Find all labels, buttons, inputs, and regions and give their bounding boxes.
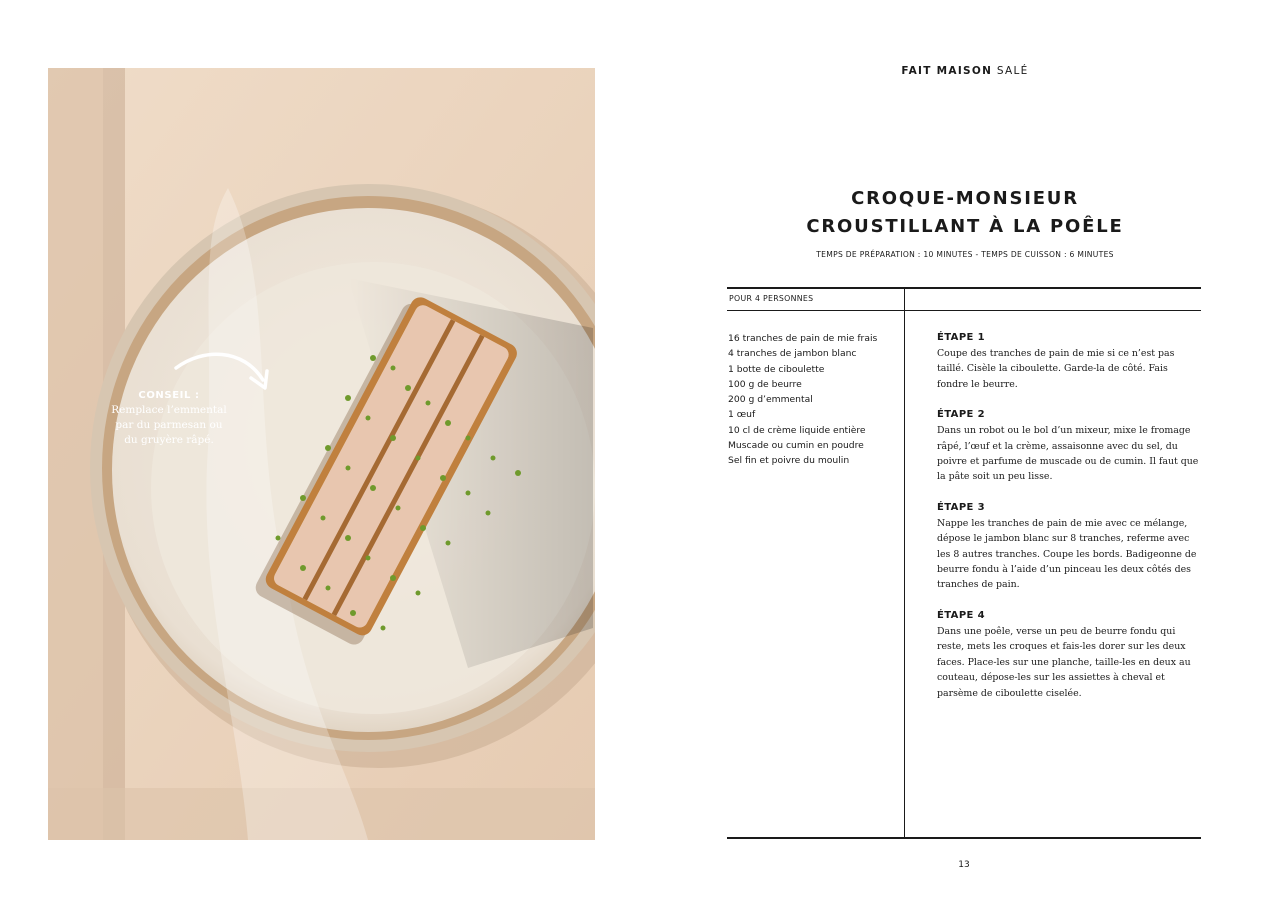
step-1	[937, 329, 1199, 392]
step-title: ÉTAPE 3	[937, 501, 986, 513]
servings-label: POUR 4 PERSONNES	[729, 294, 814, 303]
running-head-subsection: SALÉ	[996, 65, 1029, 77]
ingredient-item: 10 cl de crème liquide entière	[728, 424, 866, 436]
tip-caption	[108, 388, 230, 448]
step-text: Nappe les tranches de pain de mie avec ce mélange, dépose le jambon blanc sur 8 tranches, referme avec les 8 autres tranches. Coupe les bords. Badigeonne de beurre fondu à l’aide d’un pinceau les deux côtés des tranches de pain.	[937, 517, 1197, 591]
step-text: Coupe des tranches de pain de mie si ce n’est pas taillé. Cisèle la ciboulette. Garde-la de côté. Fais fondre le beurre.	[937, 348, 1175, 390]
tip-text: Remplace l’emmental par du parmesan ou du gruyère râpé.	[111, 404, 227, 446]
step-text: Dans un robot ou le bol d’un mixeur, mixe le fromage râpé, l’œuf et la crème, assaisonne avec du sel, du poivre et parfume de muscade ou de cumin. Il faut que la pâte soit un peu lisse.	[937, 425, 1199, 483]
step-title: ÉTAPE 4	[937, 609, 986, 621]
recipe-title-line1: CROQUE-MONSIEUR	[851, 188, 1079, 209]
recipe-title-line2: CROUSTILLANT À LA POÊLE	[806, 216, 1124, 237]
table-header-rule	[727, 310, 1201, 311]
recipe-times: TEMPS DE PRÉPARATION : 10 MINUTES - TEMPS DE CUISSON : 6 MINUTES	[816, 250, 1114, 259]
step-title: ÉTAPE 2	[937, 409, 986, 421]
recipe-title	[760, 185, 1170, 241]
running-head-section: FAIT MAISON	[901, 65, 993, 77]
ingredient-item: 100 g de beurre	[728, 378, 802, 390]
table-bottom-rule	[727, 837, 1201, 839]
ingredient-item: 1 œuf	[728, 409, 756, 421]
ingredient-item: Sel fin et poivre du moulin	[728, 455, 850, 467]
step-text: Dans une poêle, verse un peu de beurre fondu qui reste, mets les croques et fais-les dorer sur les deux faces. Place-les sur une planche, taille-les en deux au couteau, dépose-les sur les assiettes à cheval et parsème de ciboulette ciselée.	[937, 625, 1191, 699]
step-2	[937, 406, 1199, 485]
step-4	[937, 607, 1199, 701]
ingredient-item: 200 g d’emmental	[728, 394, 813, 406]
step-3	[937, 499, 1199, 593]
food-photo	[48, 68, 595, 840]
ingredient-item: 1 botte de ciboulette	[728, 363, 825, 375]
ingredient-item: Muscade ou cumin en poudre	[728, 440, 864, 452]
ingredient-item: 4 tranches de jambon blanc	[728, 348, 857, 360]
page-number: 13	[958, 860, 970, 870]
recipe-steps	[937, 329, 1199, 715]
running-head	[880, 65, 1050, 77]
ingredient-item: 16 tranches de pain de mie frais	[728, 333, 878, 344]
column-divider	[904, 289, 905, 837]
step-title: ÉTAPE 1	[937, 332, 986, 343]
tip-title: CONSEIL :	[138, 390, 200, 401]
ingredient-list	[728, 331, 900, 469]
table-top-rule	[727, 287, 1201, 289]
